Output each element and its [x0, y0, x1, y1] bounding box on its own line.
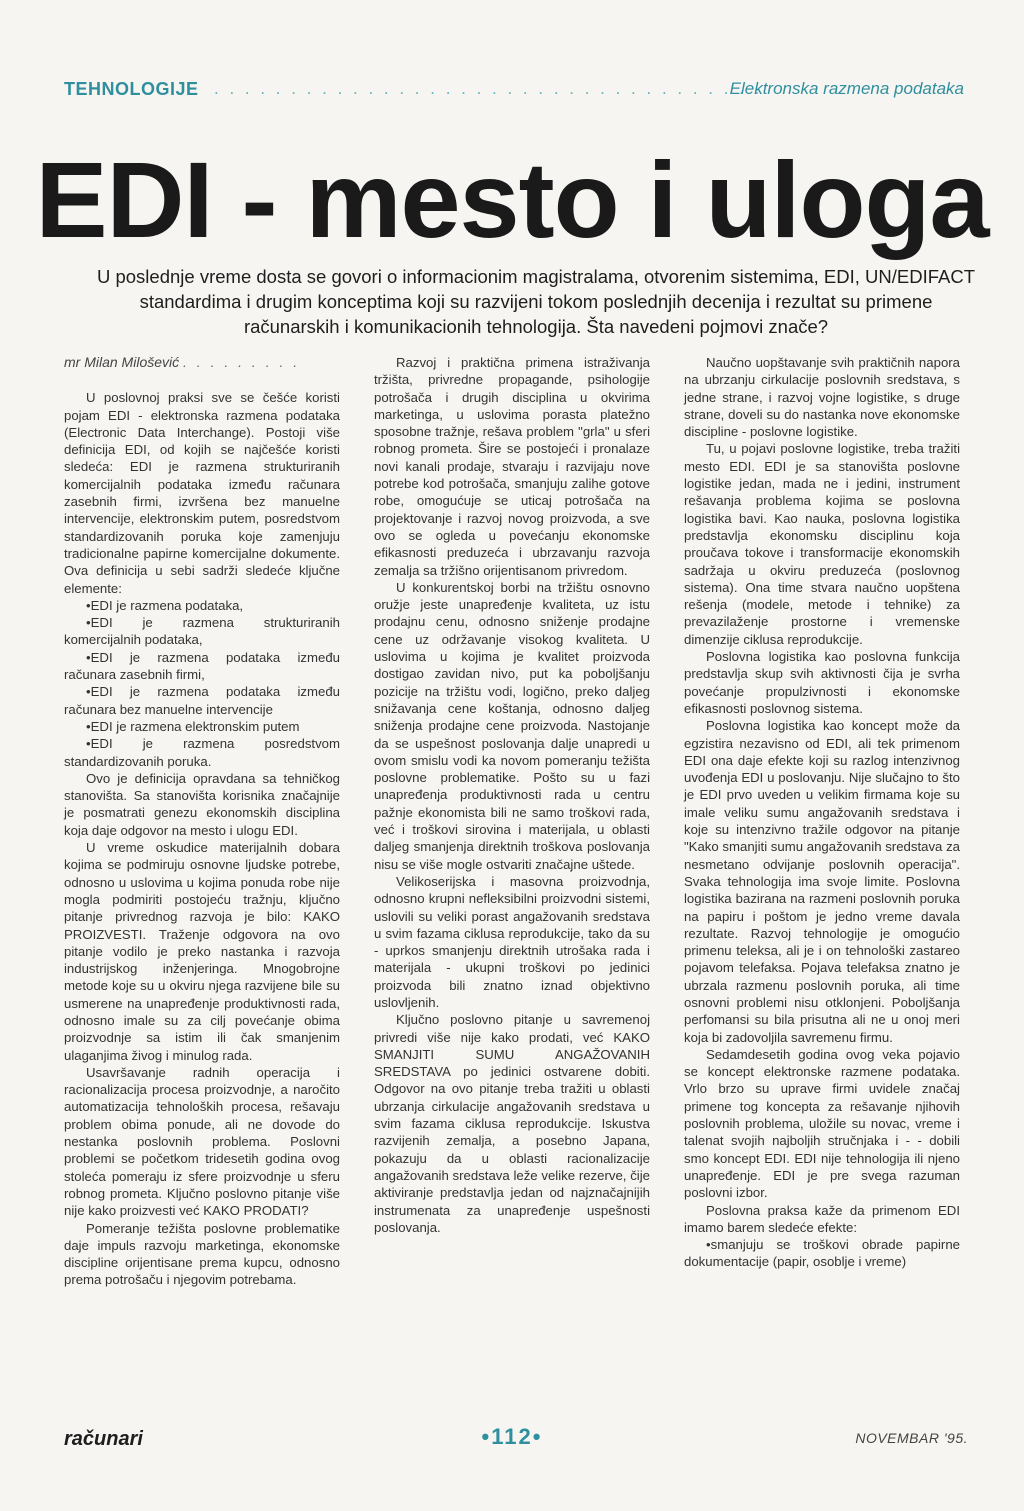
column-2	[374, 354, 650, 1236]
list-item: • EDI je razmena podataka,	[64, 597, 340, 614]
bullet-list	[684, 1236, 960, 1271]
article-lead: U poslednje vreme dosta se govori o informacionim magistralama, otvorenim sistemima, EDI, UN/EDIFACT standardima i drugim konceptima koji su razvijeni tokom poslednjih decenija i rezultat su primene računarskih i komunikacionih tehnologija. Šta navedeni pojmovi znače?	[96, 266, 976, 337]
paragraph: Poslovna logistika kao poslovna funkcija predstavlja skup svih aktivnosti čija je svrha povećanje propulzivnosti i ekonomske efikasnosti poslovnog sistema.	[684, 649, 960, 716]
paragraph: Razvoj i praktična primena istraživanja tržišta, privredne propagande, psihologije potrošača i drugih disciplina u okvirima marketinga, u uslovima porasta platežno sposobne tražnje, rešava problem "grla" u sferi robnog prometa. Šire se postojeći i pronalaze novi kanali prodaje, stvaraju i razvijaju nove potrebe kod potrošača, smanjuju zalihe gotove robe, omogućuje se uticaj potrošača na projektovanje i razvoj novog proizvoda, a sve ovo se ogleda u povećanju ekonomske efikasnosti preduzeća i ubrzavanju razvoja zemalja sa tržišno orijentisanom privredom.	[374, 355, 650, 578]
page-header	[64, 74, 964, 104]
paragraph: Velikoserijska i masovna proizvodnja, odnosno krupni nefleksibilni proizvodni sistemi, uslovili su veliki porast angažovanih sredstava u svim fazama ciklusa reprodukcije, tako da su - uprkos smanjenju direktnih utrošaka rada i materijala - ukupni troškovi po jedinici proizvoda bili znatno iznad objektivno uslovljenih.	[374, 873, 650, 1010]
header-dot-leader: . . . . . . . . . . . . . . . . . . . . . . . . . . . . . . . . . . . .	[214, 79, 763, 98]
paragraph: Sedamdesetih godina ovog veka pojavio se koncept elektronske razmene podataka. Vrlo brzo su uprave firmi uvidele značaj primene tog koncepta za rešavanje njihovih poslovnih problema, uložile su novac, vreme i talenat svojih najboljih stručnjaka i - - dobili smo koncept EDI. EDI nije tehnologija ili njeno unapređenje. EDI je pre svega razuman poslovni izbor.	[684, 1046, 960, 1201]
paragraph: Naučno uopštavanje svih praktičnih napora na ubrzanju cirkulacije poslovnih sredstava, s jedne strane, i razvoj vojne logistike, s druge strane, doveli su do nastanka nove ekonomske discipline - poslovne logistike.	[684, 355, 960, 440]
author-byline	[64, 354, 340, 371]
paragraph: Usavršavanje radnih operacija i racionalizacija procesa proizvodnje, a naročito automatizacija tehnoloških procesa, rešavaju problem obima ponude, ali ne dovode do nestanka poslovnih problema. Poslovni problemi se početkom tridesetih godina ovog stoleća pomeraju iz sfere proizvodnje u sferu robnog prometa. Ključno poslovno pitanje više nije kako proizvesti već KAKO PRODATI?	[64, 1064, 340, 1219]
paragraph: Ovo je definicija opravdana sa tehničkog stanovišta. Sa stanovišta korisnika značajnije je posmatrati genezu ekonomskih disciplina koja daje odgovor na mesto i ulogu EDI.	[64, 770, 340, 838]
paragraph: U konkurentskoj borbi na tržištu osnovno oružje jeste unapređenje kvaliteta, uz istu prodajnu cenu, odnosno sniženje prodajne cene uz održavanje visokog kvaliteta. U uslovima u kojima je kvalitet proizvoda dostigao zavidan nivo, put ka poboljšanju pozicije na tržištu vodi, logično, preko daljeg snižavanja cene koštanja, odnosno daljeg sniženja prodajne cene proizvoda. Nastojanje da se uspešnost poslovanja dalje unapredi u ovom smislu vodi ka novom pomeranju težišta poslovne problematike. Pošto su u fazi unapređenja produktivnosti rada u centru pažnje ekonomista bili ne samo troškovi rada, već i troškovi sirovina i materijala, u oblasti daljeg smanjenja direktnih troškova poslovanja nisu se više mogle ostvariti značajne uštede.	[374, 579, 650, 872]
paragraph: Ključno poslovno pitanje u savremenoj privredi više nije kako prodati, već KAKO SMANJITI SUMU ANGAŽOVANIH SREDSTAVA po jedinici ostvarene dobiti. Odgovor na ovo pitanje treba tražiti u oblasti ubrzanja cirkulacije angažovanih sredstava u svim fazama ciklusa reprodukcije. Iskustva razvijenih zemalja, a posebno Japana, pokazuju da u oblasti racionalizacije angažovanih sredstava leže velike rezerve, čije aktiviranje predstavlja jedan od najznačajnijih instrumenata za unapređenje uspešnosti poslovanja.	[374, 1012, 650, 1235]
article-category: Elektronska razmena podataka	[729, 79, 964, 98]
list-item: • EDI je razmena podataka između računara bez manuelne intervencije	[64, 683, 340, 718]
page-number: •112•	[481, 1424, 543, 1449]
bullet-list	[64, 597, 340, 770]
column-1	[64, 354, 340, 1289]
list-item: • EDI je razmena elektronskim putem	[64, 718, 340, 735]
list-item: • EDI je razmena podataka između računara zasebnih firmi,	[64, 649, 340, 684]
issue-date: NOVEMBAR '95.	[855, 1430, 968, 1446]
magazine-name: računari	[64, 1428, 143, 1450]
section-label: TEHNOLOGIJE	[64, 79, 199, 99]
column-3	[684, 354, 960, 1271]
author-dot-leader: . . . . . . . . .	[183, 354, 301, 370]
paragraph: U vreme oskudice materijalnih dobara kojima se podmiruju osnovne ljudske potrebe, odnosno u uslovima u kojima ponuda robe nije mogla podmiriti postojeću tražnju, ključno pitanje privrednog razvoja je bilo: KAKO PROIZVESTI. Traženje odgovora na ovo pitanje vodilo je preko nastanka i razvoja industrijskog inženjeringa. Mnogobrojne metode koje su u okviru njega razvijene bile su usmerene na unapređenje produktivnosti rada, odnosno imale su za cilj povećanje obima proizvodnje sa istim ili čak smanjenim ulaganjima živog i minulog rada.	[64, 840, 340, 1063]
paragraph: Pomeranje težišta poslovne problematike daje impuls razvoju marketinga, ekonomske discipline orijentisane prema kupcu, odnosno prema potrošaču i njegovim potrebama.	[64, 1220, 340, 1288]
paragraph: Poslovna praksa kaže da primenom EDI imamo barem sledeće efekte:	[684, 1202, 960, 1235]
list-item: • EDI je razmena strukturiranih komercijalnih podataka,	[64, 614, 340, 649]
list-item: • EDI je razmena posredstvom standardizovanih poruka.	[64, 735, 340, 770]
paragraph: U poslovnoj praksi sve se češće koristi pojam EDI - elektronska razmena podataka (Electronic Data Interchange). Postoji više definicija EDI, od kojih se najčešće koristi sledeća: EDI je razmena strukturiranih komercijalnih podataka između računara zasebnih firmi, izvršena bez manuelne intervencije, elektronskim putem, posredstvom standardizovanih poruka koje zamenjuju tradicionalne papirne komercijalne dokumente. Ova definicija u sebi sadrži sledeće ključne elemente:	[64, 390, 340, 596]
article-body	[64, 354, 960, 1374]
list-item: • smanjuju se troškovi obrade papirne dokumentacije (papir, osoblje i vreme)	[684, 1236, 960, 1271]
paragraph: Tu, u pojavi poslovne logistike, treba tražiti mesto EDI. EDI je sa stanovišta poslovne logistike jedan, mada ne i jedini, instrument rešavanja problema kojima se poslovna logistika bavi. Kao nauka, poslovna logistika predstavlja ekonomsku disciplinu koja proučava tokove i transformacije ekonomskih sadržaja u okviru preduzeća (poslovnog sistema). Ona time stvara naučno uopštena rešenja (modele, metode i tehnike) za prevazilaženje prostorne i vremenske dimenzije ciklusa reprodukcije.	[684, 441, 960, 647]
author-name: mr Milan Milošević	[64, 354, 180, 370]
article-title: EDI - mesto i uloga	[35, 139, 989, 260]
paragraph: Poslovna logistika kao koncept može da egzistira nezavisno od EDI, ali tek primenom EDI ona daje efekte koji su razlog intenzivnog uvođenja EDI u poslovanju. Nije slučajno to što je EDI prvo uveden u velikim firmama koje su imale veliku sumu angažovanih sredstava i koje su intenzivno tražile odgovor na pitanje "Kako smanjiti sumu angažovanih sredstava za nesmetano odvijanje poslovnih operacija". Svaka tehnologija ima svoje limite. Poslovna logistika bazirana na razmeni poslovnih poruka na papiru i poštom je jedno vreme davala rezultate. Razvoj tehnologije je omogućio primenu teleksa, ali je i on tehnološki zastareo pojavom telefaksa. Pojava telefaksa znatno je ubrzala razmenu poslovnih poruka, ali time osnovni problemi nisu otklonjeni. Poboljšanja perfomansi su bila prisutna ali ne u onoj meri koja bi zadovoljila savremenu firmu.	[684, 718, 960, 1045]
